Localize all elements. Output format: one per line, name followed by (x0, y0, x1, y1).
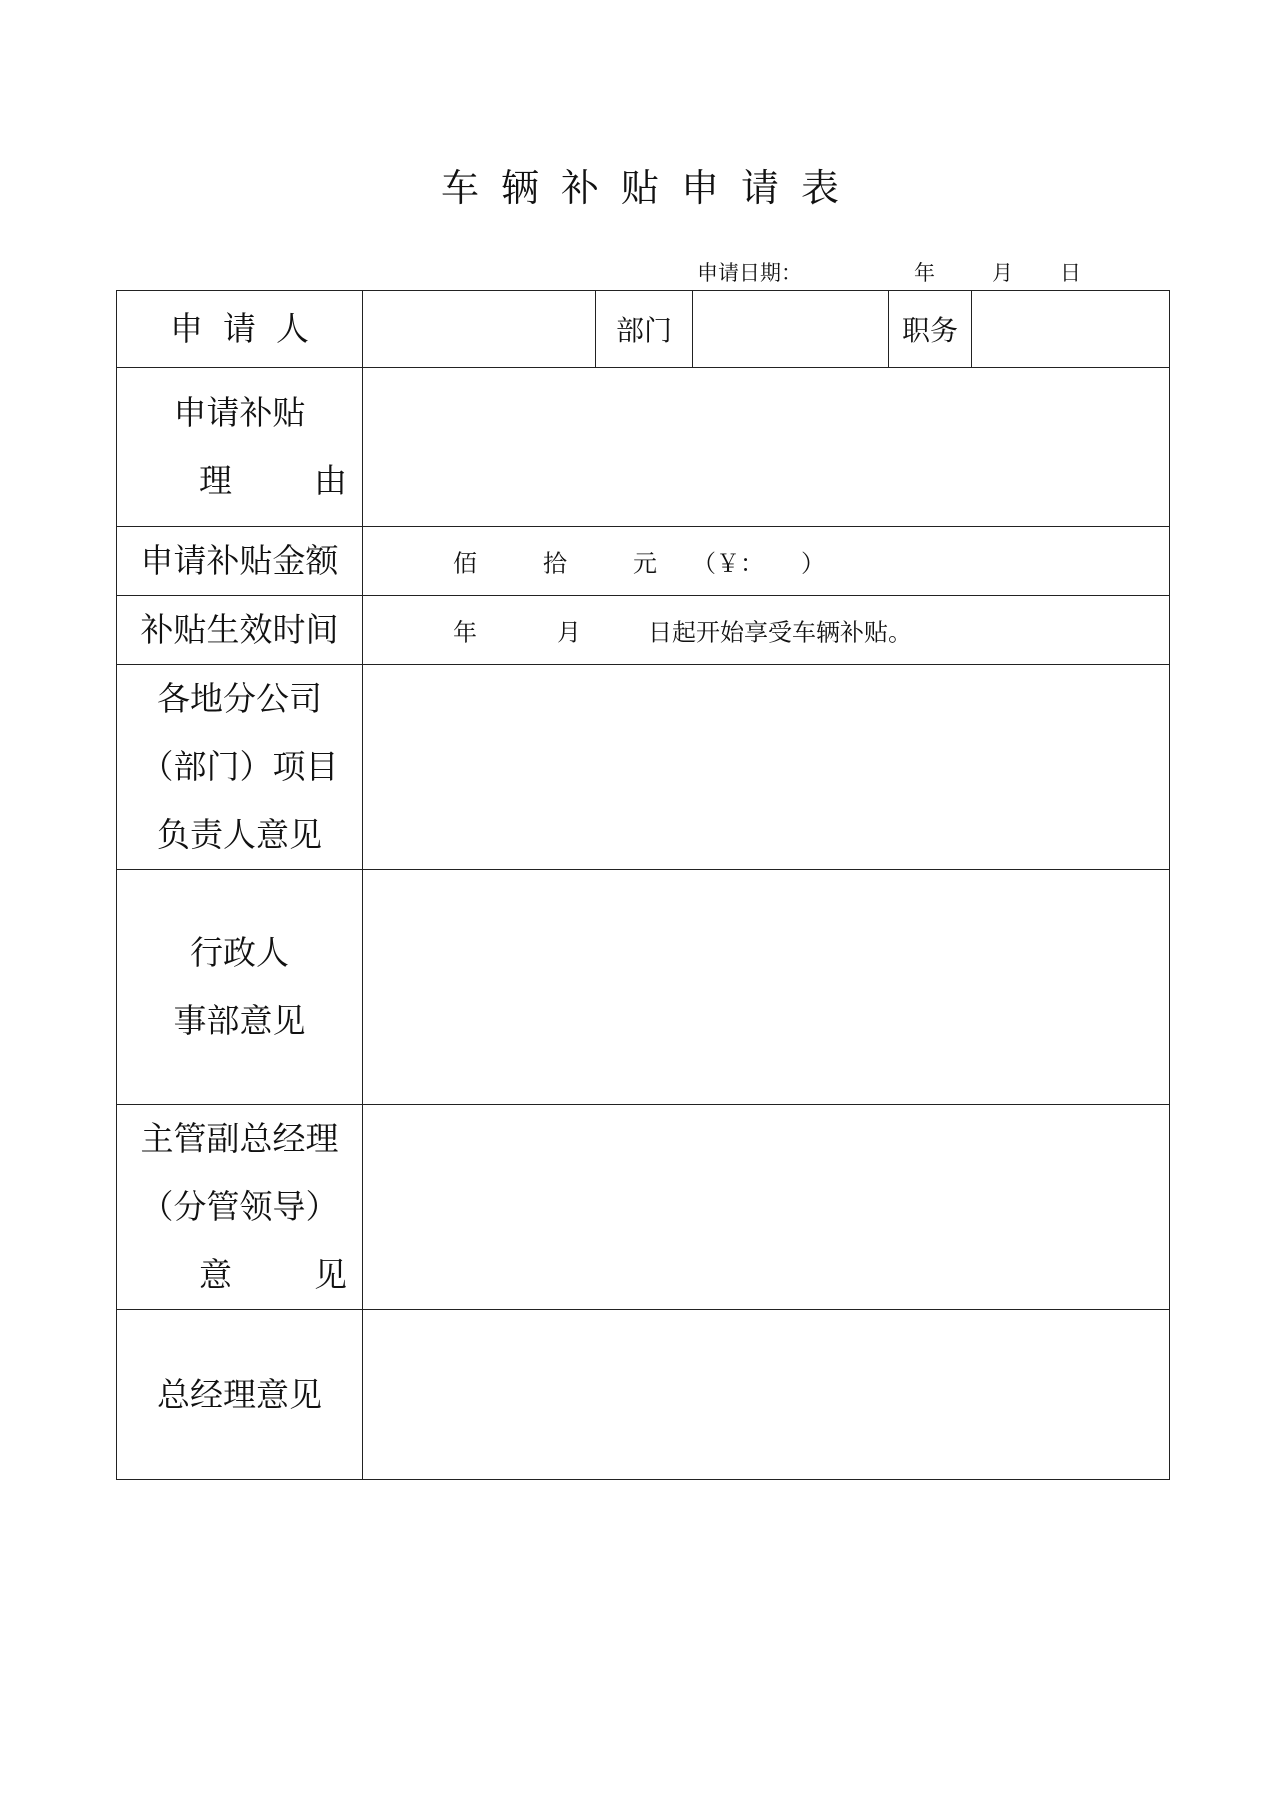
amount-row (117, 527, 1170, 596)
position-label: 职务 (889, 291, 972, 368)
gm-opinion-row (117, 1310, 1170, 1480)
amount-label: 申请补贴金额 (140, 541, 339, 580)
department-label: 部门 (596, 291, 693, 368)
vp-opinion-label-line3: 意见 (199, 1255, 429, 1294)
applicant-name-field[interactable] (363, 291, 596, 368)
amount-hundred-unit: 佰 (453, 549, 477, 578)
effective-time-text: 日起开始享受车辆补贴。 (648, 618, 912, 647)
amount-label-cell (117, 527, 363, 596)
amount-field[interactable] (363, 527, 1170, 596)
branch-opinion-row (117, 665, 1170, 870)
reason-label-cell (117, 368, 429, 527)
date-day-label: 日 (1060, 261, 1081, 285)
hr-opinion-label-line2: 事部意见 (173, 1001, 306, 1040)
branch-opinion-label-line3: 负责人意见 (157, 815, 322, 854)
hr-opinion-field[interactable] (363, 870, 1170, 1105)
effective-year-unit: 年 (453, 618, 477, 647)
reason-label-line2: 理由 (199, 461, 429, 500)
hr-opinion-label-cell (117, 870, 363, 1105)
effective-time-row (117, 596, 1170, 665)
hr-opinion-row (117, 870, 1170, 1105)
vp-opinion-label-cell (117, 1105, 429, 1310)
effective-time-field[interactable] (363, 596, 1170, 665)
vp-opinion-field[interactable] (363, 1105, 1170, 1310)
effective-time-label-cell (117, 596, 363, 665)
application-date-line (0, 258, 1280, 288)
applicant-label: 申请人 (170, 309, 329, 348)
effective-month-unit: 月 (557, 618, 581, 647)
reason-field[interactable] (363, 368, 1170, 527)
hr-opinion-label-line1: 行政人 (190, 933, 289, 972)
form-title: 车辆补贴申请表 (440, 166, 861, 210)
amount-rmb-close: ） (801, 549, 825, 578)
position-field[interactable] (972, 291, 1170, 368)
gm-opinion-field[interactable] (363, 1310, 1170, 1480)
branch-opinion-label-line2: （部门）项目 (140, 747, 339, 786)
vp-opinion-label-line1: 主管副总经理 (140, 1119, 339, 1158)
vp-opinion-label-line2: （分管领导） (140, 1187, 339, 1226)
effective-time-label: 补贴生效时间 (140, 610, 339, 649)
reason-row (117, 368, 1170, 527)
amount-yuan-unit: 元 (633, 549, 657, 578)
date-month-label: 月 (992, 261, 1013, 285)
vp-opinion-row (117, 1105, 1170, 1310)
subsidy-application-table (116, 290, 1170, 1480)
branch-opinion-label-cell (117, 665, 363, 870)
reason-label-line1: 申请补贴 (173, 393, 306, 432)
applicant-label-cell (117, 291, 363, 368)
branch-opinion-field[interactable] (363, 665, 1170, 870)
gm-opinion-label: 总经理意见 (157, 1374, 322, 1414)
amount-ten-unit: 拾 (543, 549, 567, 578)
applicant-row (117, 291, 1170, 368)
department-field[interactable] (693, 291, 889, 368)
gm-opinion-label-cell (117, 1310, 363, 1480)
application-date-label: 申请日期： (697, 261, 802, 285)
date-year-label: 年 (914, 261, 935, 285)
branch-opinion-label-line1: 各地分公司 (157, 679, 322, 718)
amount-rmb-open: （￥： (692, 549, 764, 578)
